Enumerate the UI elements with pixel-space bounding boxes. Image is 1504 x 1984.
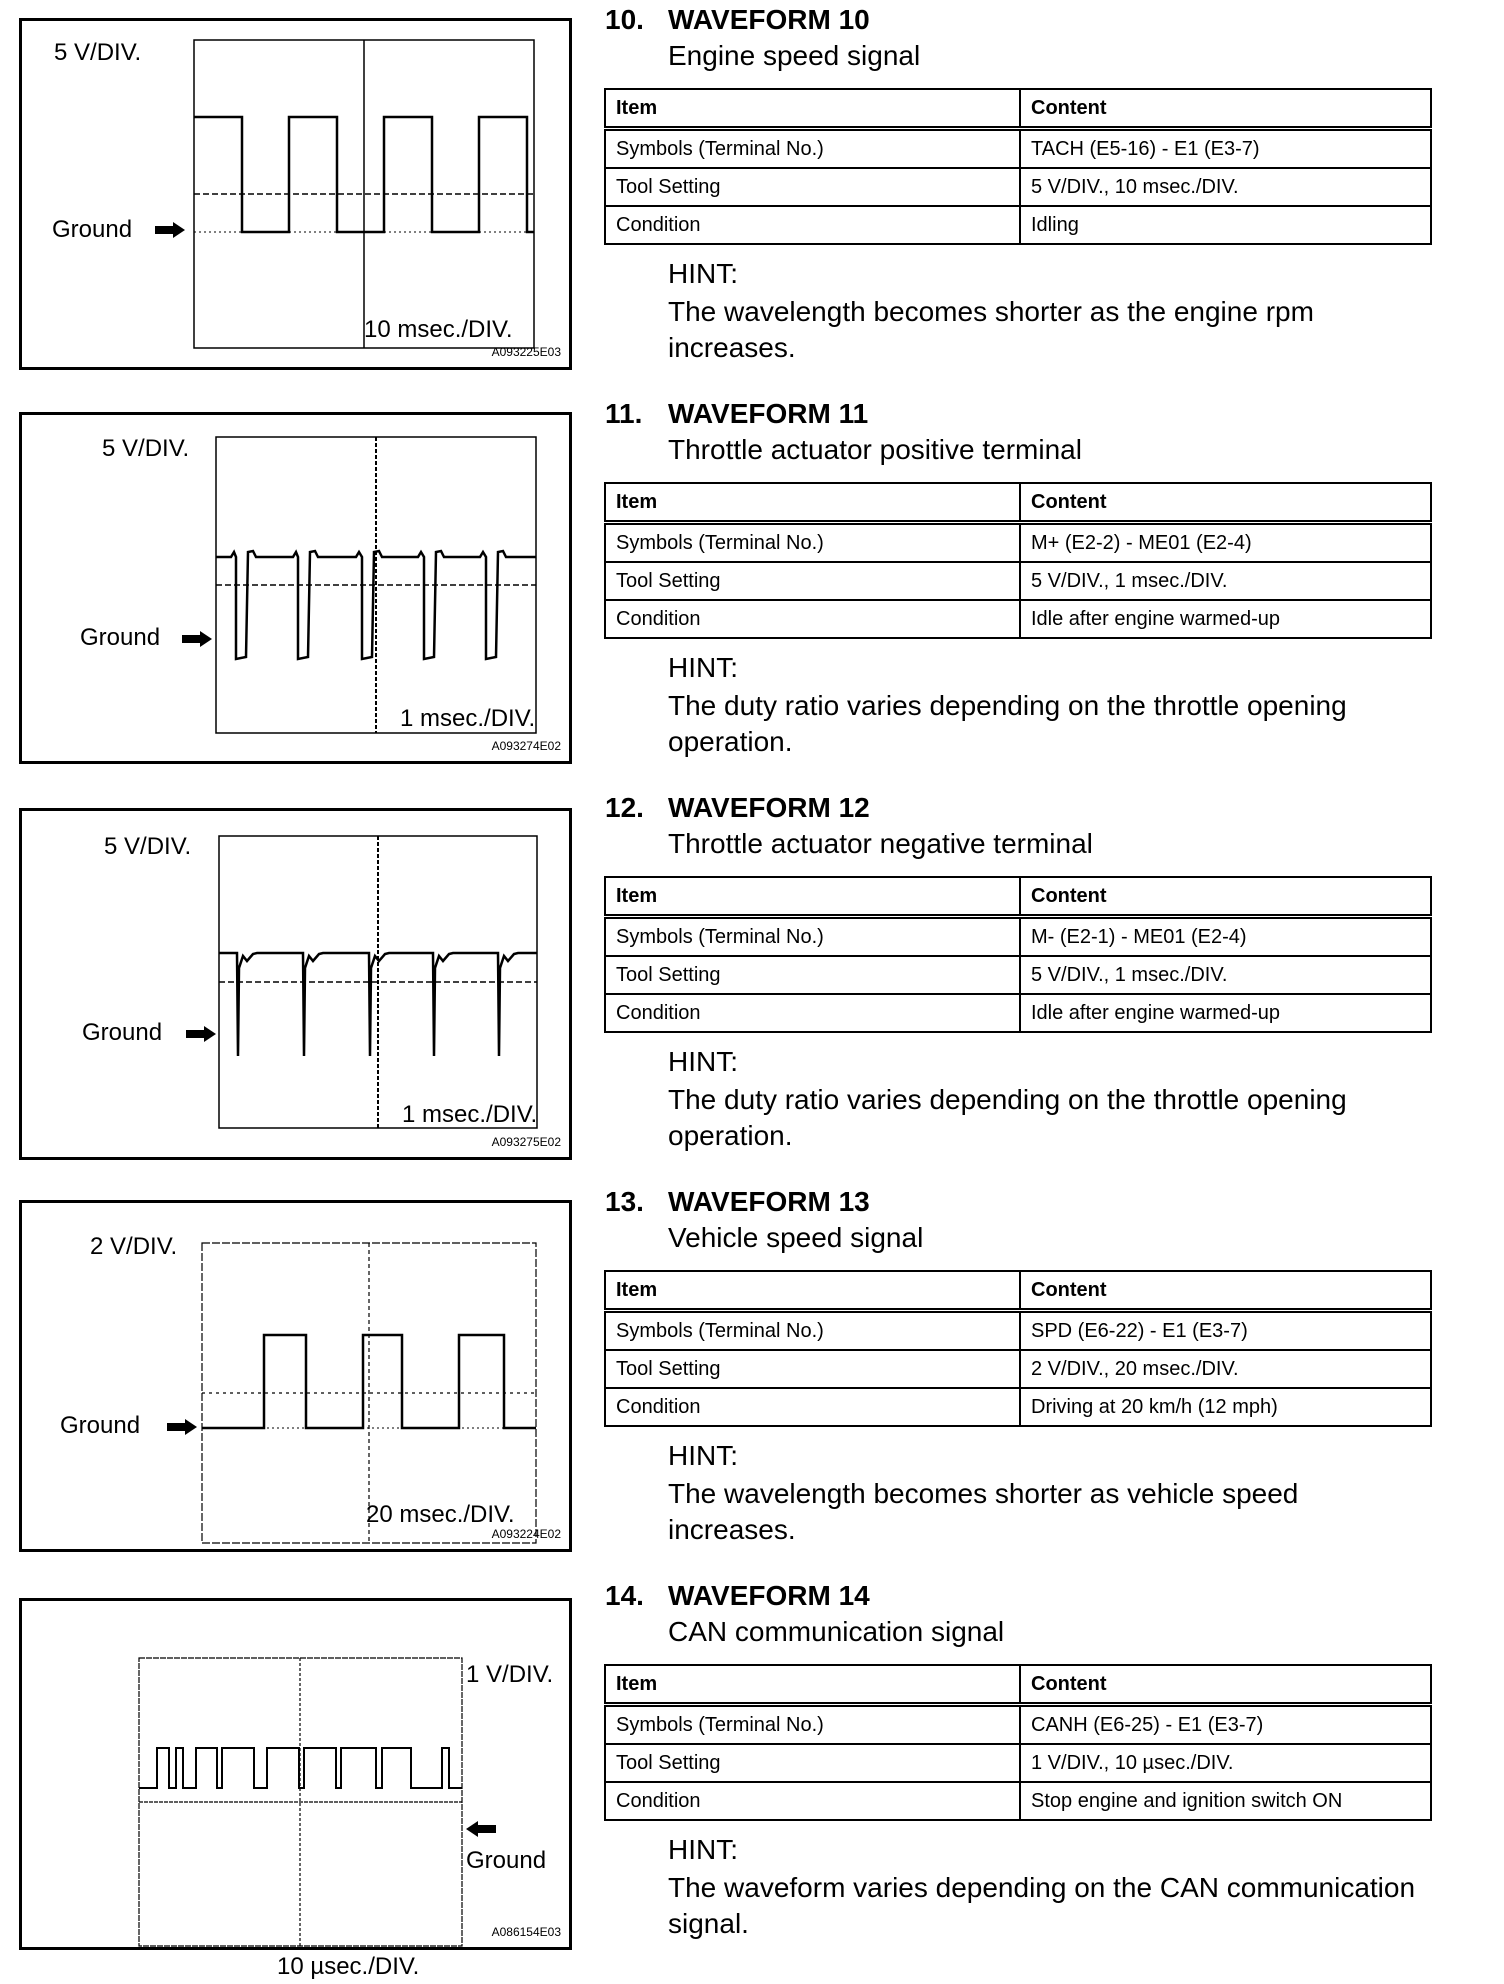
ground-label: Ground [80, 624, 161, 651]
section-heading: 12. WAVEFORM 12 [605, 792, 870, 823]
table-row: Symbols (Terminal No.) CANH (E6-25) - E1 (E3-7) [605, 1705, 1431, 1745]
hint-text: The duty ratio varies depending on the throttle opening operation. [668, 1084, 1347, 1151]
hint-label: HINT: [668, 652, 738, 683]
table-header-row: Item Content [605, 1665, 1431, 1705]
right-arrow-icon [182, 631, 212, 647]
right-arrow-icon [167, 1419, 197, 1435]
hint-label: HINT: [668, 1834, 738, 1865]
hint-label: HINT: [668, 1440, 738, 1471]
table-header-row: Item Content [605, 1271, 1431, 1311]
table-row: Tool Setting 5 V/DIV., 10 msec./DIV. [605, 168, 1431, 206]
table-row: Condition Idle after engine warmed-up [605, 994, 1431, 1032]
table-header-row: Item Content [605, 483, 1431, 523]
oscilloscope-grid [216, 437, 536, 733]
figure-code: A093274E02 [491, 739, 561, 753]
table-row: Condition Stop engine and ignition switch ON [605, 1782, 1431, 1820]
oscilloscope-grid [219, 836, 537, 1128]
figure-code: A093224E02 [491, 1527, 561, 1541]
figure-code: A093275E02 [491, 1135, 561, 1149]
table-row: Symbols (Terminal No.) SPD (E6-22) - E1 (E3-7) [605, 1311, 1431, 1351]
table-row: Condition Driving at 20 km/h (12 mph) [605, 1388, 1431, 1426]
time-per-div-label: 10 msec./DIV. [364, 316, 513, 343]
time-per-div-label: 10 µsec./DIV. [277, 1953, 420, 1980]
info-table [604, 1270, 1432, 1427]
ground-label: Ground [60, 1412, 141, 1439]
volts-per-div-label: 2 V/DIV. [90, 1233, 178, 1260]
waveform-14-section [0, 1576, 1504, 1980]
oscilloscope-grid [194, 40, 534, 348]
table-header-row: Item Content [605, 877, 1431, 917]
table-row: Symbols (Terminal No.) M- (E2-1) - ME01 (E2-4) [605, 917, 1431, 957]
time-per-div-label: 1 msec./DIV. [400, 705, 536, 732]
right-arrow-icon [155, 222, 185, 238]
ground-label: Ground [466, 1847, 547, 1874]
figure-code: A093225E03 [491, 345, 561, 359]
hint-text: The waveform varies depending on the CAN communication signal. [668, 1872, 1416, 1939]
waveform-12-section [0, 788, 1504, 1182]
table-row: Tool Setting 5 V/DIV., 1 msec./DIV. [605, 956, 1431, 994]
table-header-row: Item Content [605, 89, 1431, 129]
right-arrow-icon [186, 1026, 216, 1042]
section-heading: 10. WAVEFORM 10 [605, 4, 870, 35]
table-row: Condition Idling [605, 206, 1431, 244]
section-subtitle: CAN communication signal [668, 1616, 1005, 1647]
hint-label: HINT: [668, 258, 738, 289]
table-row: Tool Setting 5 V/DIV., 1 msec./DIV. [605, 562, 1431, 600]
oscilloscope-grid [139, 1658, 462, 1946]
section-heading: 14. WAVEFORM 14 [605, 1580, 870, 1611]
section-heading: 11. WAVEFORM 11 [605, 398, 869, 429]
table-row: Tool Setting 2 V/DIV., 20 msec./DIV. [605, 1350, 1431, 1388]
oscilloscope-grid [202, 1243, 536, 1543]
hint-text: The wavelength becomes shorter as the engine rpm increases. [668, 296, 1314, 363]
hint-text: The duty ratio varies depending on the throttle opening operation. [668, 690, 1347, 757]
ground-label: Ground [82, 1019, 163, 1046]
waveform-10-figure [19, 18, 572, 370]
waveform-14-figure [19, 1598, 572, 1980]
volts-per-div-label: 5 V/DIV. [54, 39, 142, 66]
section-subtitle: Throttle actuator negative terminal [668, 828, 1093, 859]
time-per-div-label: 1 msec./DIV. [402, 1101, 538, 1128]
info-table [604, 482, 1432, 639]
left-arrow-icon [466, 1821, 496, 1837]
time-per-div-label: 20 msec./DIV. [366, 1501, 515, 1528]
hint-label: HINT: [668, 1046, 738, 1077]
waveform-10-section [0, 0, 1504, 394]
section-subtitle: Vehicle speed signal [668, 1222, 924, 1253]
waveform-11-section [0, 394, 1504, 788]
waveform-11-figure [19, 412, 572, 764]
waveform-13-section [0, 1182, 1504, 1576]
hint-text: The wavelength becomes shorter as vehicle speed increases. [668, 1478, 1299, 1545]
waveform-13-figure [19, 1200, 572, 1552]
figure-code: A086154E03 [491, 1925, 561, 1939]
section-heading: 13. WAVEFORM 13 [605, 1186, 870, 1217]
volts-per-div-label: 5 V/DIV. [104, 833, 192, 860]
section-subtitle: Throttle actuator positive terminal [668, 434, 1082, 465]
section-subtitle: Engine speed signal [668, 40, 921, 71]
table-row: Symbols (Terminal No.) M+ (E2-2) - ME01 (E2-4) [605, 523, 1431, 563]
info-table [604, 876, 1432, 1033]
ground-label: Ground [52, 216, 133, 243]
volts-per-div-label: 1 V/DIV. [466, 1661, 554, 1688]
table-row: Condition Idle after engine warmed-up [605, 600, 1431, 638]
volts-per-div-label: 5 V/DIV. [102, 435, 190, 462]
waveform-12-figure [19, 808, 572, 1160]
info-table [604, 88, 1432, 245]
table-row: Symbols (Terminal No.) TACH (E5-16) - E1 (E3-7) [605, 129, 1431, 169]
table-row: Tool Setting 1 V/DIV., 10 µsec./DIV. [605, 1744, 1431, 1782]
info-table [604, 1664, 1432, 1821]
